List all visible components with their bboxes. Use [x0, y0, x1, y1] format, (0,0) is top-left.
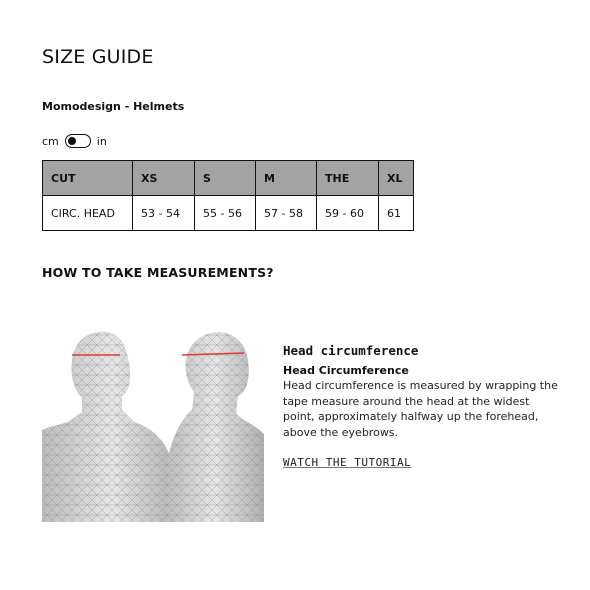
table-header-cell: THE	[317, 161, 379, 196]
toggle-knob	[68, 137, 76, 145]
table-cell: 61	[379, 196, 414, 231]
measurement-info	[283, 343, 563, 470]
howto-heading: HOW TO TAKE MEASUREMENTS?	[42, 265, 274, 280]
table-header-cell: XL	[379, 161, 414, 196]
unit-cm-label: cm	[42, 134, 59, 148]
table-header-cell: M	[256, 161, 317, 196]
table-row	[43, 196, 414, 231]
unit-switch	[42, 134, 107, 148]
measurement-subtitle: Head Circumference	[283, 364, 409, 377]
brand-category: Momodesign - Helmets	[42, 100, 185, 113]
measurement-title: Head circumference	[283, 343, 419, 358]
mannequin-image	[42, 310, 264, 522]
table-cell: 55 - 56	[195, 196, 256, 231]
measurement-description: Head circumference is measured by wrapping the tape measure around the head at the widest point, approximately halfway up the forehead, above the eyebrows.	[283, 379, 558, 439]
side-figure	[166, 332, 264, 522]
table-header-row	[43, 161, 414, 196]
table-cell: 53 - 54	[133, 196, 195, 231]
watch-tutorial-link[interactable]: WATCH THE TUTORIAL	[283, 456, 412, 469]
unit-toggle[interactable]	[65, 134, 91, 148]
table-cell: CIRC. HEAD	[43, 196, 133, 231]
unit-in-label: in	[96, 134, 107, 148]
head-measurement-illustration	[42, 310, 264, 522]
table-header-cell: S	[195, 161, 256, 196]
table-cell: 59 - 60	[317, 196, 379, 231]
size-table	[42, 160, 414, 231]
table-cell: 57 - 58	[256, 196, 317, 231]
page-title: SIZE GUIDE	[42, 46, 154, 68]
table-header-cell: CUT	[43, 161, 133, 196]
table-header-cell: XS	[133, 161, 195, 196]
front-figure	[42, 332, 182, 522]
